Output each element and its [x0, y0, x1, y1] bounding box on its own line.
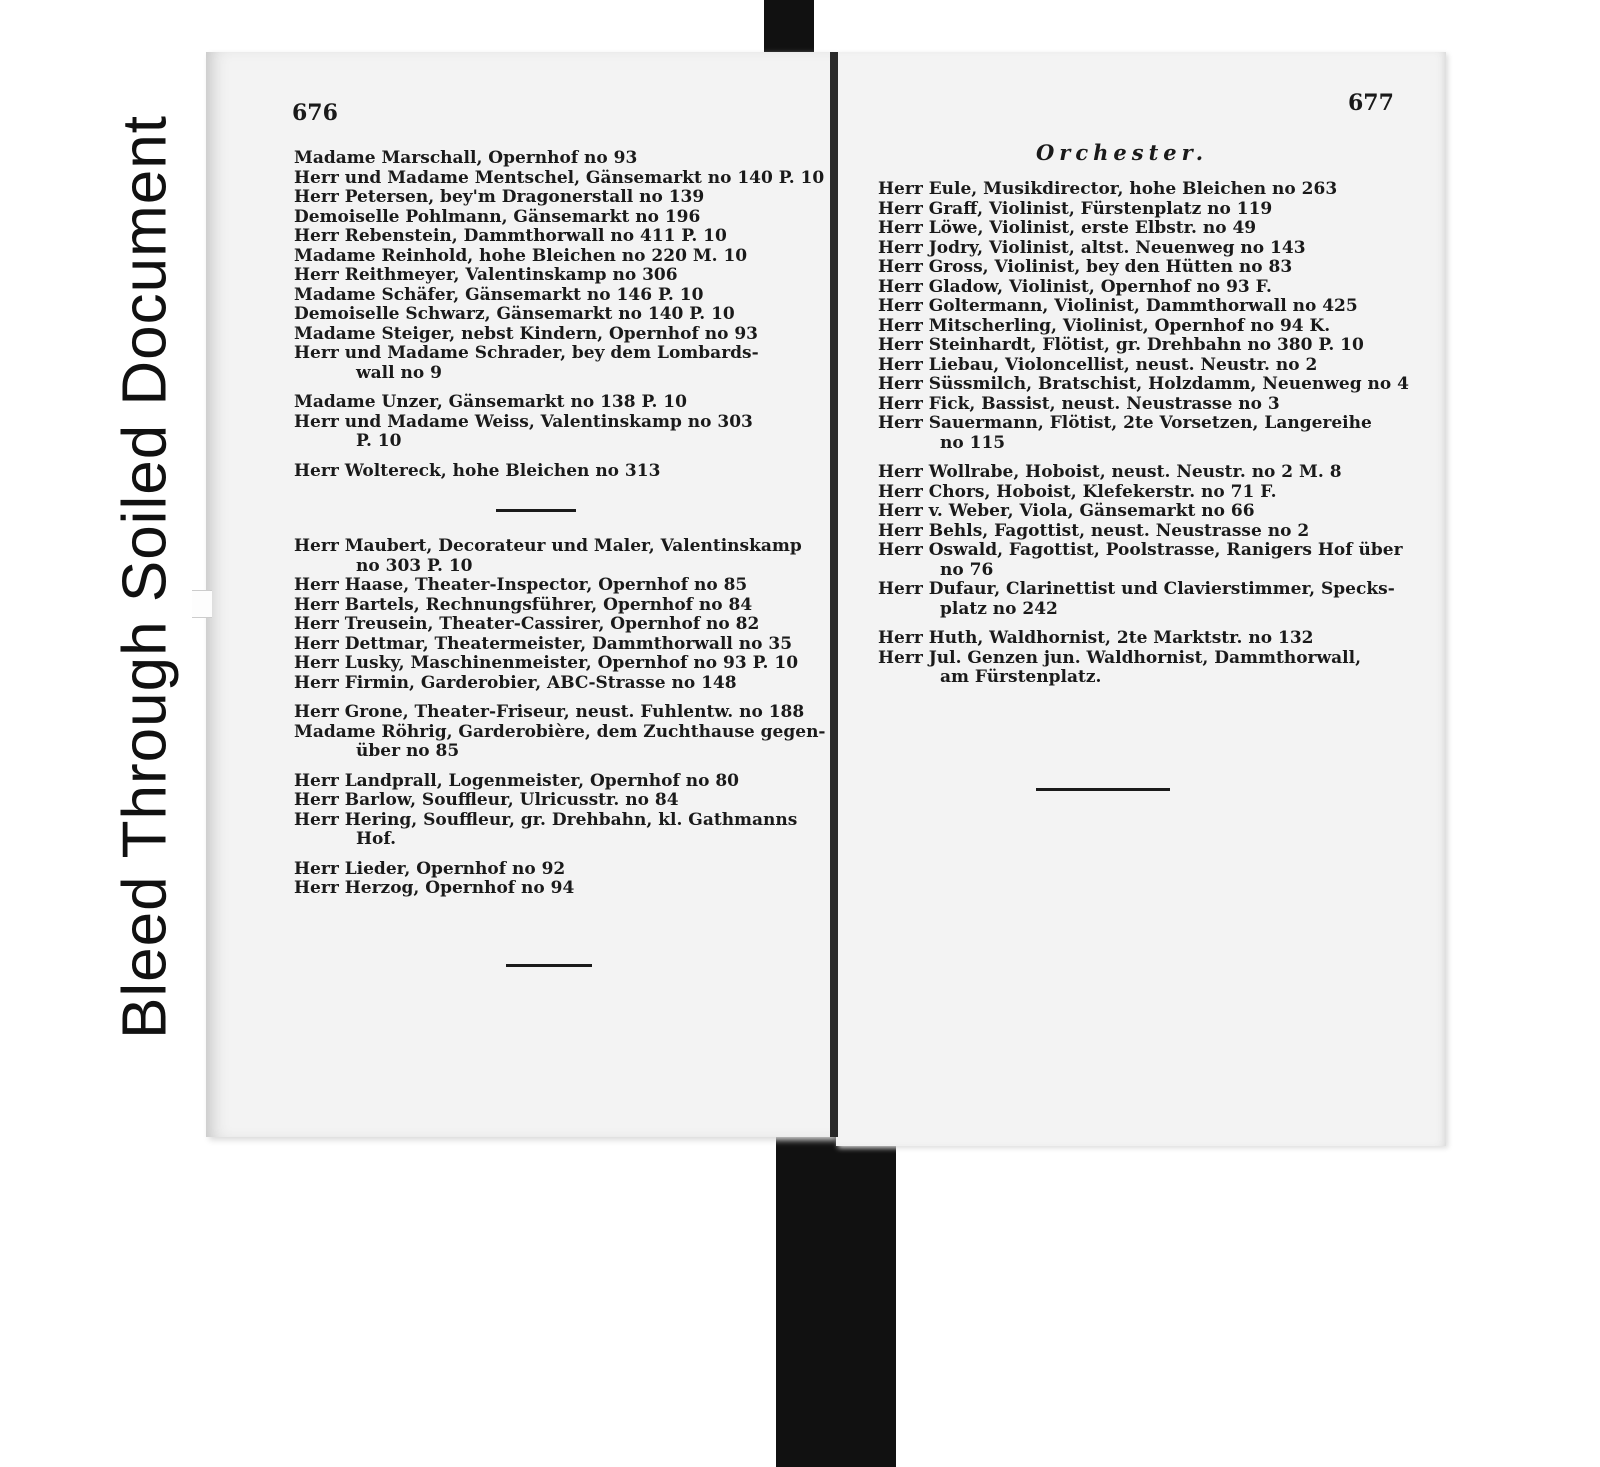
list-item [294, 576, 799, 596]
list-item [878, 502, 1388, 522]
entry-text: Herr Sauermann, Flötist, 2te Vorsetzen, Langereihe [878, 413, 1372, 433]
entry-text: Herr Barlow, Souffleur, Ulricusstr. no 84 [294, 790, 679, 810]
page-number: 676 [292, 100, 338, 126]
entry-continuation: platz no 242 [940, 598, 1058, 619]
list-item [878, 522, 1388, 542]
list-item [294, 413, 799, 452]
entry-text: Herr Liebau, Violoncellist, neust. Neustr. no 2 [878, 354, 1318, 375]
entry-text: Herr Dufaur, Clarinettist und Clavierstimmer, Specks- [878, 579, 1395, 599]
binding-strip-bottom [776, 1130, 896, 1467]
entry-text: Herr Dettmar, Theatermeister, Dammthorwall no 35 [294, 633, 793, 654]
list-item [294, 635, 799, 655]
section-heading: Orchester. [1036, 140, 1209, 165]
entry-text: Herr Maubert, Decorateur und Maler, Valentinskamp [294, 536, 802, 556]
entry-text: Herr Lieder, Opernhof no 92 [294, 858, 566, 879]
entry-text: Herr Süssmilch, Bratschist, Holzdamm, Neuenweg no 4 [878, 374, 1409, 394]
list-item [878, 258, 1388, 278]
list-item [878, 278, 1388, 298]
entry-text: Herr Grone, Theater-Friseur, neust. Fuhlentw. no 188 [294, 702, 805, 722]
list-item [294, 879, 799, 899]
entry-text: Herr Oswald, Fagottist, Poolstrasse, Ranigers Hof über [878, 540, 1403, 560]
entry-text: Herr und Madame Mentschel, Gänsemarkt no 140 P. 10 [294, 167, 825, 188]
entry-continuation: no 303 P. 10 [356, 555, 473, 576]
list-item [294, 149, 799, 169]
list-item [294, 266, 799, 286]
list-item [878, 219, 1388, 239]
entry-text: Madame Schäfer, Gänsemarkt no 146 P. 10 [294, 284, 704, 305]
list-item [878, 629, 1388, 649]
entry-text: Madame Röhrig, Garderobière, dem Zuchthause gegen- [294, 721, 826, 742]
list-item [294, 615, 799, 635]
list-item [294, 286, 799, 306]
gutter [830, 52, 838, 1137]
entry-list [294, 148, 825, 481]
entry-text: Herr Bartels, Rechnungsführer, Opernhof no 84 [294, 594, 753, 615]
list-item [294, 188, 799, 208]
entry-text: Herr Treusein, Theater-Cassirer, Opernhof no 82 [294, 614, 760, 634]
list-item [294, 772, 799, 792]
list-item [294, 674, 799, 694]
entry-continuation: am Fürstenplatz. [940, 667, 1102, 687]
entry-text: Herr Mitscherling, Violinist, Opernhof no 94 K. [878, 315, 1331, 336]
right-page [836, 52, 1446, 1146]
entry-text: Demoiselle Schwarz, Gänsemarkt no 140 P. 10 [294, 304, 735, 324]
list-item [878, 200, 1388, 220]
entry-text: Herr Hering, Souffleur, gr. Drehbahn, kl. Gathmanns [294, 809, 798, 830]
entry-text: Madame Steiger, nebst Kindern, Opernhof no 93 [294, 323, 759, 344]
list-item [878, 180, 1388, 200]
left-page [206, 52, 834, 1137]
list-item [878, 649, 1388, 688]
entry-list [294, 536, 826, 899]
list-item [294, 208, 799, 228]
entry-list [878, 179, 1409, 688]
entry-continuation: P. 10 [356, 431, 402, 451]
page-number: 677 [1348, 90, 1394, 116]
entry-continuation: wall no 9 [356, 362, 442, 383]
entry-text: Herr Behls, Fagottist, neust. Neustrasse no 2 [878, 520, 1310, 541]
list-item [878, 297, 1388, 317]
entry-text: Herr und Madame Weiss, Valentinskamp no 303 [294, 411, 753, 432]
list-item [294, 536, 802, 576]
entry-text: Herr Wollrabe, Hoboist, neust. Neustr. no 2 M. 8 [878, 462, 1342, 482]
entry-text: Herr Jul. Genzen jun. Waldhornist, Dammthorwall, [878, 647, 1361, 668]
entry-text: Herr Rebenstein, Dammthorwall no 411 P. 10 [294, 226, 727, 246]
list-item [878, 336, 1388, 356]
list-item [294, 167, 825, 189]
entry-text: Herr Chors, Hoboist, Klefekerstr. no 71 F. [878, 481, 1277, 502]
entry-text: Herr Herzog, Opernhof no 94 [294, 878, 575, 898]
entry-text: Herr Löwe, Violinist, erste Elbstr. no 49 [878, 218, 1257, 238]
entry-text: Herr Huth, Waldhornist, 2te Marktstr. no 132 [878, 628, 1314, 648]
entry-text: Herr Jodry, Violinist, altst. Neuenweg no 143 [878, 237, 1306, 258]
entry-text: Herr v. Weber, Viola, Gänsemarkt no 66 [878, 501, 1255, 521]
list-item [878, 463, 1388, 483]
list-item [878, 239, 1388, 259]
entry-text: Herr Woltereck, hohe Bleichen no 313 [294, 460, 661, 481]
entry-text: Demoiselle Pohlmann, Gänsemarkt no 196 [294, 206, 701, 227]
list-item [878, 356, 1388, 376]
list-item [294, 791, 799, 811]
list-item [294, 721, 826, 762]
entry-text: Madame Unzer, Gänsemarkt no 138 P. 10 [294, 392, 687, 412]
list-item [294, 247, 799, 267]
entry-continuation: no 115 [940, 432, 1006, 453]
entry-continuation: über no 85 [356, 741, 460, 761]
list-item [294, 462, 799, 482]
list-item [878, 414, 1388, 453]
list-item [294, 860, 799, 880]
entry-text: Herr Lusky, Maschinenmeister, Opernhof no 93 P. 10 [294, 653, 799, 673]
list-item [878, 317, 1388, 337]
entry-text: Madame Marschall, Opernhof no 93 [294, 148, 638, 168]
entry-text: Herr Haase, Theater-Inspector, Opernhof no 85 [294, 575, 748, 595]
list-item [878, 540, 1403, 580]
list-item [294, 811, 799, 850]
list-item [294, 654, 799, 674]
entry-text: Herr Goltermann, Violinist, Dammthorwall no 425 [878, 296, 1358, 316]
list-item [294, 596, 799, 616]
list-item [878, 374, 1409, 395]
entry-text: Herr Landprall, Logenmeister, Opernhof no 80 [294, 770, 739, 791]
list-item [294, 325, 799, 345]
list-item [878, 395, 1388, 415]
list-item [294, 344, 799, 383]
list-item [294, 305, 799, 325]
binding-strip-top [764, 0, 814, 52]
entry-text: Herr Fick, Bassist, neust. Neustrasse no 3 [878, 393, 1280, 414]
entry-text: Herr Eule, Musikdirector, hohe Bleichen no 263 [878, 179, 1338, 199]
entry-text: Madame Reinhold, hohe Bleichen no 220 M. 10 [294, 245, 748, 266]
list-item [294, 227, 799, 247]
list-item [294, 702, 805, 723]
list-item [878, 483, 1388, 503]
entry-text: Herr Gross, Violinist, bey den Hütten no 83 [878, 257, 1293, 277]
side-label [98, 66, 192, 1088]
entry-text: Herr Graff, Violinist, Fürstenplatz no 119 [878, 198, 1273, 219]
list-item [294, 393, 799, 413]
divider-rule [1036, 788, 1170, 791]
entry-text: Herr Steinhardt, Flötist, gr. Drehbahn no 380 P. 10 [878, 335, 1364, 355]
divider-rule [506, 964, 592, 967]
entry-text: Herr Petersen, bey'm Dragonerstall no 139 [294, 187, 705, 207]
entry-continuation: Hof. [356, 829, 397, 849]
list-item [878, 579, 1395, 619]
entry-continuation: no 76 [940, 559, 994, 580]
divider-rule [496, 509, 576, 512]
entry-text: Herr Gladow, Violinist, Opernhof no 93 F. [878, 276, 1272, 297]
entry-text: Herr Reithmeyer, Valentinskamp no 306 [294, 265, 678, 285]
side-label-text: Bleed Through Soiled Document [110, 115, 180, 1039]
entry-text: Herr und Madame Schrader, bey dem Lombards- [294, 343, 759, 363]
entry-text: Herr Firmin, Garderobier, ABC-Strasse no 148 [294, 672, 737, 693]
